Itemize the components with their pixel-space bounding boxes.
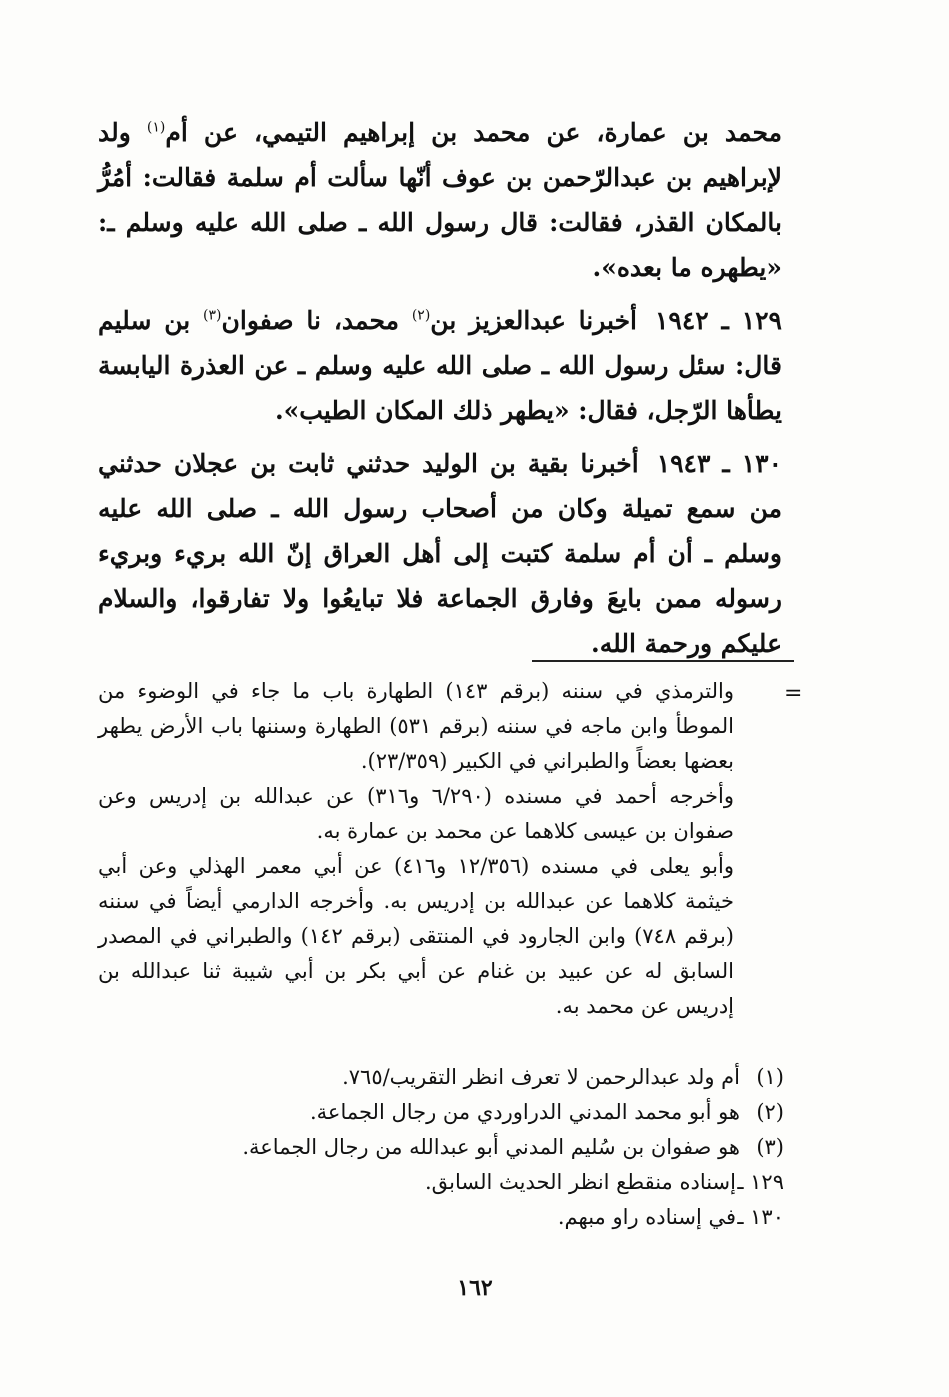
continuation-mark: = (784, 681, 803, 706)
footnote-text: في إسناده راو مبهم. (557, 1205, 736, 1229)
footnote-marker: (٢) (756, 1100, 784, 1124)
footnote-divider (532, 660, 794, 662)
hadith-number: ١٢٩ ـ ١٩٤٢ (655, 306, 782, 335)
paragraph-continuation (98, 110, 782, 290)
footnote-item (250, 1200, 784, 1235)
footnote-text: إسناده منقطع انظر الحديث السابق. (424, 1170, 736, 1194)
footnote-item (250, 1165, 784, 1200)
footnote-ref-1[interactable]: (١) (146, 119, 166, 136)
note-paragraph: والترمذي في سننه (برقم ١٤٣) الطهارة باب ما جاء في الوضوء من الموطأ وابن ماجه في سننه (برقم ٥٣١) الطهارة وسننها باب الأرض يطهر بعضها بعضاً والطبراني في الكبير (٢٣/٣٥٩). (98, 679, 734, 773)
footnote-marker: (٣) (756, 1135, 784, 1159)
footnote-item (242, 1130, 784, 1165)
hadith-text: أخبرنا عبدالعزيز بن (430, 306, 637, 335)
main-text (98, 110, 782, 674)
footnote-ref-2[interactable]: (٢) (411, 307, 431, 324)
footnote-item (250, 1095, 784, 1130)
note-paragraph: وأبو يعلى في مسنده (١٢/٣٥٦ و٤١٦) عن أبي معمر الهذلي وعن أبي خيثمة كلاهما عن عبدالله بن إدريس به. وأخرجه الدارمي أيضاً في سننه (برقم ٧٤٨) وابن الجارود في المنتقى (برقم ١٤٢) والطبراني في المصدر السابق له عن عبيد بن غنام عن أبي بكر بن أبي شيبة ثنا عبدالله بن إدريس عن محمد به. (98, 854, 734, 1018)
footnote-item (250, 1060, 784, 1095)
page-number: ١٦٢ (457, 1275, 493, 1301)
footnote-marker: ١٢٩ ـ (737, 1170, 784, 1194)
footnote-ref-3[interactable]: (٣) (203, 307, 222, 324)
footnote-text: أم ولد عبدالرحمن لا تعرف انظر التقريب/٧٦٥. (342, 1065, 740, 1089)
hadith-number: ١٣٠ ـ ١٩٤٣ (656, 449, 783, 478)
hadith-129 (98, 298, 782, 433)
footnote-text: هو أبو محمد المدني الدراوردي من رجال الجماعة. (310, 1100, 740, 1124)
paragraph-text: محمد بن عمارة، عن محمد بن إبراهيم التيمي، عن أم (165, 118, 782, 147)
footnote-text: هو صفوان بن سُليم المدني أبو عبدالله من رجال الجماعة. (242, 1135, 740, 1159)
footnote-list (242, 1060, 784, 1235)
note-paragraph: وأخرجه أحمد في مسنده (٦/٢٩٠ و٣١٦) عن عبدالله بن إدريس وعن صفوان بن عيسى كلاهما عن محمد بن عمارة به. (98, 784, 734, 843)
footnote-marker: ١٣٠ ـ (737, 1205, 784, 1229)
paragraph-text: ولد لإبراهيم بن عبدالرّحمن بن عوف أنّها سألت أم سلمة فقالت: أمُرُّ بالمكان القذر، فقالت: قال رسول الله ـ صلى الله عليه وسلم ـ: «يطهره ما بعده». (98, 118, 782, 282)
hadith-130 (98, 441, 782, 666)
hadith-text: بن سليم قال: سئل رسول الله ـ صلى الله عليه وسلم ـ عن العذرة اليابسة يطأها الرّجل، فقال: «يطهر ذلك المكان الطيب». (98, 306, 782, 425)
footnote-continuation (98, 674, 734, 1024)
hadith-text: أخبرنا بقية بن الوليد حدثني ثابت بن عجلان حدثني من سمع تميلة وكان من أصحاب رسول الله ـ صلى الله عليه وسلم ـ أن أم سلمة كتبت إلى أهل العراق إنّ الله بريء وبريء رسوله ممن بايعَ وفارق الجماعة فلا تبايعُوا ولا تفارقوا، والسلام عليكم ورحمة الله. (98, 449, 782, 658)
hadith-text: محمد، نا صفوان (221, 306, 412, 335)
footnote-marker: (١) (756, 1065, 784, 1089)
